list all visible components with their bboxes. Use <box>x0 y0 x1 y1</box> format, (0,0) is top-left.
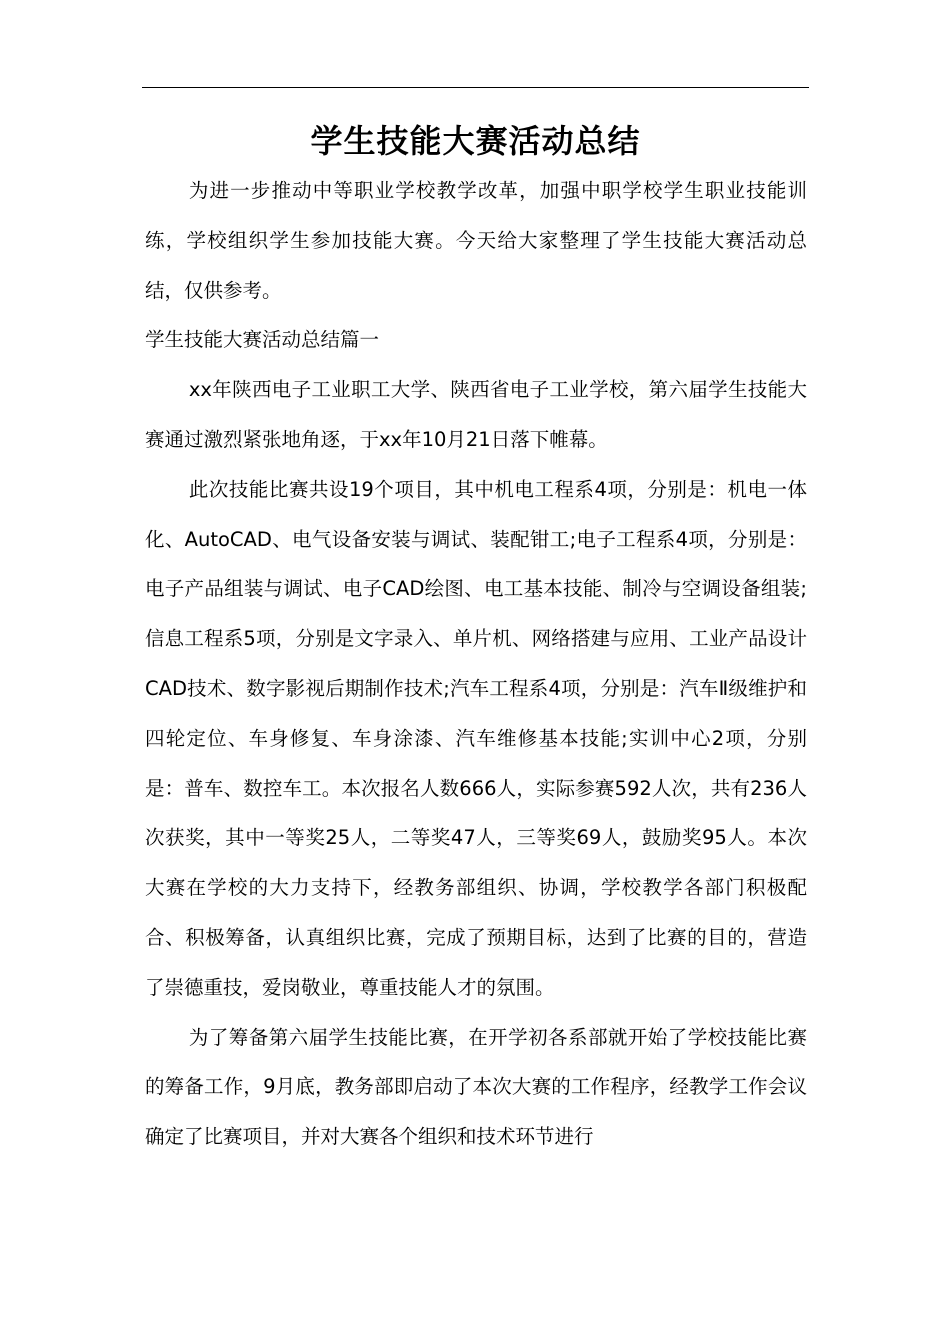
header-rule <box>142 87 809 88</box>
body-paragraph: xx年陕西电子工业职工大学、陕西省电子工业学校，第六届学生技能大赛通过激烈紧张地角逐，于xx年10月21日落下帷幕。 <box>145 378 807 451</box>
document-title: 学生技能大赛活动总结 <box>310 122 641 160</box>
intro-paragraph: 为进一步推动中等职业学校教学改革，加强中职学校学生职业技能训练，学校组织学生参加技能大赛。今天给大家整理了学生技能大赛活动总结，仅供参考。 <box>145 179 807 302</box>
body-paragraph: 为了筹备第六届学生技能比赛，在开学初各系部就开始了学校技能比赛的筹备工作，9月底，教务部即启动了本次大赛的工作程序，经教学工作会议确定了比赛项目，并对大赛各个组织和技术环节进行 <box>145 1025 807 1149</box>
document-body <box>145 166 807 1162</box>
section-heading: 学生技能大赛活动总结篇一 <box>145 328 380 352</box>
body-paragraph: 此次技能比赛共设19个项目，其中机电工程系4项，分别是：机电一体化、AutoCAD、电气设备安装与调试、装配钳工;电子工程系4项，分别是：电子产品组装与调试、电子CAD绘图、电工基本技能、制冷与空调设备组装;信息工程系5项，分别是文字录入、单片机、网络搭建与应用、工业产品设计CAD技术、数字影视后期制作技术;汽车工程系4项，分别是：汽车Ⅱ级维护和四轮定位、车身修复、车身涂漆、汽车维修基本技能;实训中心2项，分别是：普车、数控车工。本次报名人数666人，实际参赛592人次，共有236人次获奖，其中一等奖25人，二等奖47人，三等奖69人，鼓励奖95人。本次大赛在学校的大力支持下，经教务部组织、协调，学校教学各部门积极配合、积极筹备，认真组织比赛，完成了预期目标，达到了比赛的目的，营造了崇德重技，爱岗敬业，尊重技能人才的氛围。 <box>145 477 807 999</box>
